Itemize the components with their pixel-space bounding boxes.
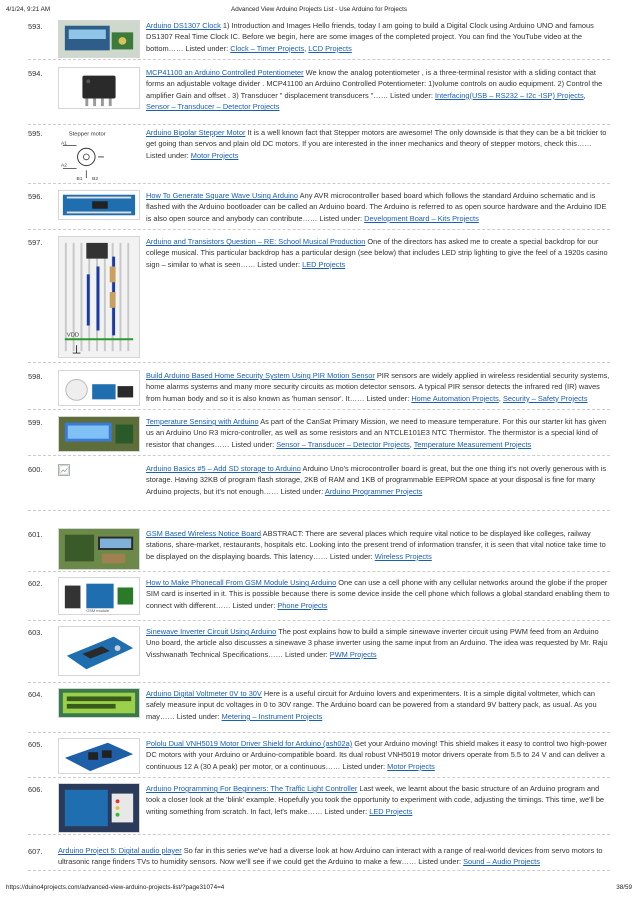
category-link[interactable]: LED Projects [369,806,413,816]
coil-b1-label: B1 [76,177,83,182]
item-number: 593. [28,22,43,31]
list-item [28,463,610,511]
project-title-link[interactable]: Sinewave Inverter Circuit Using Arduino [146,627,277,636]
page-header [6,6,632,16]
project-title-link[interactable]: How to Make Phonecall From GSM Module Using Arduino [146,578,337,587]
list-item: 599. Temperature Sensing with Arduino As part of the CanSat Primary Mission, we need to measure temperature. For this our starter kit has given us an Arduino Uno R3 micro-controller, as well as some resistors and an NTCLE101E3 NTC Thermistor. The thermistor is a special kind of resistor that changes…… Listed under: Sensor – Transducer – Detector Projects, Temperature Measurement Projects [28,416,610,456]
project-thumbnail-stepper-diagram [58,127,140,183]
print-title: Advanced View Arduino Projects List - Use Arduino for Projects [231,6,407,13]
project-thumbnail-gsm-module [58,577,140,615]
category-link[interactable]: Sensor – Transducer – Detector Projects [146,102,280,112]
list-item [28,577,610,621]
project-description: One can use a cell phone with any cellular networks around the globe if the proper SIM card is inserted in it. This is possible because there is some device inside the cell phone which follows a global standard enabling them to connect with different…… Listed under: [146,578,610,610]
project-description: ABSTRACT: There are several places which require vital notice to be displayed like colleges, railway stations, share-market, restaurants, hospitals etc. Looking into the present trend of information transfer, it is seen that vital notice take time to be displayed on the displaying boards. This latency…… Listed under: [146,529,606,561]
project-description: The post explains how to build a simple sinewave inverter circuit using PWM feed from an Arduino Uno board, the article also discusses a sinewave 3 phase inverter using the same input from an Arduino. The idea was requested by Mr. Raju Visshwanath Technical Specifications…… Listed under: [146,627,608,659]
category-link[interactable]: LED Projects [302,259,346,269]
project-title-link[interactable]: How To Generate Square Wave Using Arduino [146,191,299,200]
item-number: 607. [28,847,43,856]
category-link[interactable]: LCD Projects [308,43,352,53]
item-number: 594. [28,69,43,78]
project-title-link[interactable]: GSM Based Wireless Notice Board [146,529,262,538]
project-thumbnail-notice-board [58,528,140,570]
item-number: 595. [28,129,43,138]
category-link[interactable]: Interfacing(USB – RS232 – I2c -ISP) Projects [434,90,584,100]
print-date: 4/1/24, 9:21 AM [6,6,51,13]
vdd-label: VDD [66,332,80,339]
category-link[interactable]: PWM Projects [329,649,377,659]
project-thumbnail-lcd [58,416,140,452]
project-thumbnail-ic-chip [58,67,140,109]
project-title-link[interactable]: Arduino Digital Voltmeter 0V to 30V [146,689,262,698]
category-link[interactable]: Wireless Projects [374,551,432,561]
category-link[interactable]: Metering – Instrument Projects [221,711,323,721]
category-link[interactable]: Motor Projects [387,761,435,771]
project-description: Last week, we learnt about the basic structure of an Arduino program and took a closer look at the 'blink' example. Hopefully you took the opportunity to experiment with code, adjusting the timings. This time, we'll be writing something from scratch. In fact, let's make…… Listed under: [146,784,605,816]
list-item [28,236,610,363]
category-link[interactable]: Arduino Programmer Projects [324,486,423,496]
item-number: 603. [28,628,43,637]
project-description: We know the analog potentiometer , is a three-terminal resistor with a sliding contact that forms an adjustable voltage divider . MCP41100 an Arduino Controlled Potentiometer: 1)volume controls on audio equipment. 2) Control the amplifier Gain and offset . 3) Transducer " displacement transducers "…… Listed under: [146,68,603,100]
project-thumbnail-inverter-board [58,626,140,676]
list-item [28,190,610,230]
project-thumbnail-traffic-light [58,783,140,833]
project-title-link[interactable]: Arduino and Transistors Question – RE: School Musical Production [146,237,366,246]
project-title-link[interactable]: Build Arduino Based Home Security System Using PIR Motion Sensor [146,371,375,380]
item-number: 597. [28,238,43,247]
project-description: So far in this series we've had a diverse look at how Arduino can interact with a range of real-world devices from servo motors to ultrasonic range finders TVs to humidity sensors. Now we'll see if we could get the Arduino to make a few…… Listed under: [58,846,603,867]
project-description: Arduino Uno's microcontroller board is great, but the one thing it's not overly generous with is storage. Having 32KB of program flash storage, 2KB of RAM and 1KB of programmable EEPROM space at your disposal is fine for many Arduino projects, but it's not enough…… Listed under: [146,464,607,496]
project-description: Here is a useful circuit for Arduino lovers and experimenters. It is a simple digital voltmeter, which can safely measure input dc voltages in 0 to 30V range. The Arduino board can be powered from a standard 9V battery pack, as usual. As you may…… Listed under: [146,689,597,721]
category-link[interactable]: Sensor – Transducer – Detector Projects [276,439,410,449]
category-link[interactable]: Temperature Measurement Projects [413,439,532,449]
list-item [28,626,610,683]
project-description: 1) Introduction and Images Hello friends, today I am going to build a Digital Clock using Arduino UNO and famous DS1307 Real Time Clock IC. Before we begin, here are some images of the completed project. You can find the YouTube video at the bottom…… Listed under: [146,21,594,53]
project-thumbnail-breadboard [58,236,140,358]
page-url: https://duino4projects.com/advanced-view-arduino-projects-list/?page31074=4 [6,884,225,891]
page-number: 38/59 [616,884,632,891]
list-item [28,127,610,184]
coil-a2-label: A2 [60,163,67,169]
project-thumbnail-clock [58,20,140,58]
project-title-link[interactable]: Arduino Basics #5 – Add SD storage to Arduino [146,464,301,473]
page-footer [6,884,632,894]
item-number: 598. [28,372,43,381]
list-item [28,783,610,835]
project-title-link[interactable]: Pololu Dual VNH5019 Motor Driver Shield for Arduino (ash02a) [146,739,353,748]
item-number: 601. [28,530,43,539]
list-item: 598. Build Arduino Based Home Security System Using PIR Motion Sensor PIR sensors are widely applied in wireless residential security systems, home alarms systems and many more security circuits as motion detector sensors. A typical PIR sensor detects the infrared red (IR) waves from human body and so it is also known as 'human sensor'. It…… Listed under: Home Automation Projects, Security – Safety Projects [28,370,610,410]
project-description: Any AVR microcontroller based board which follows the standard Arduino schematic and is flashed with the Arduino bootloader can be called an Arduino board. The Arduino is referred to as open source hardware and the Arduino IDE is also open source and anybody can contribute…… Listed under: [146,191,607,223]
project-title-link[interactable]: Temperature Sensing with Arduino [146,417,259,426]
category-link[interactable]: Clock – Timer Projects [230,43,305,53]
category-link[interactable]: Sound – Audio Projects [463,857,540,867]
list-item: 593. Arduino DS1307 Clock 1) Introduction and Images Hello friends, today I am going to build a Digital Clock using Arduino UNO and famous DS1307 Real Time Clock IC. Before we begin, here are some images of the completed project. You can find the YouTube video at the bottom…… Listed under: Clock – Timer Projects, LCD Projects [28,20,610,60]
item-number: 602. [28,579,43,588]
item-number: 606. [28,785,43,794]
broken-image-icon [58,464,70,476]
category-link[interactable]: Development Board – Kits Projects [364,213,479,223]
project-description: One of the directors has asked me to create a special backdrop for our college musical. This particular backdrop has a particular design (see below) that includes LED strip lighting to give the feel of a 1920s casino sign – similar to what is seen…… Listed under: [146,237,608,269]
project-title-link[interactable]: Arduino Bipolar Stepper Motor [146,128,246,137]
item-number: 599. [28,418,43,427]
item-number: 600. [28,465,43,474]
list-item [28,845,610,871]
item-number: 605. [28,740,43,749]
item-number: 604. [28,690,43,699]
list-item [28,528,610,572]
list-item [28,688,610,733]
project-description: It is a well known fact that Stepper motors are awesome! The only downside is that they can be a bit trickier to get going than servos and plain old DC motors. If you are interested in the inner mechanics and theory of stepper motors, check this…… Listed under: [146,128,607,160]
item-number: 596. [28,192,43,201]
project-title-link[interactable]: Arduino Project 5: Digital audio player [58,846,182,855]
coil-a1-label: A1 [60,141,67,147]
project-description: As part of the CanSat Primary Mission, we need to measure temperature. For this our starter kit has given us an Arduino Uno R3 micro-controller, as well as some resistors and an NTCLE101E3 NTC Thermistor. The thermistor is a special kind of resistor that changes…… Listed under: [146,417,607,449]
project-title-link[interactable]: MCP41100 an Arduino Controlled Potentiometer [146,68,304,77]
category-link[interactable]: Motor Projects [190,150,239,160]
list-item [28,738,610,778]
gsm-module-label: GSM module [86,609,109,614]
project-description: Get your Arduino moving! This shield makes it easy to control two high-power DC motors with your Arduino or Arduino-compatible board. Its dual robust VNH5019 motor drivers operate from 5.5 to 24 V and can deliver a continuous 12 A (30 A peak) per motor, or a continuous…… Listed under: [146,739,607,771]
project-thumbnail-pir-sensor [58,370,140,406]
category-link[interactable]: Security – Safety Projects [502,393,588,403]
list-item: 594. MCP41100 an Arduino Controlled Potentiometer We know the analog potentiometer , is a three-terminal resistor with a sliding contact that forms an adjustable voltage divider . MCP41100 an Arduino Controlled Potentiometer: 1)volume controls on audio equipment. 2) Control the amplifier Gain and offset . 3) Transducer " displacement transducers "…… Listed under: Interfacing(USB – RS232 – I2c -ISP) Projects, Sensor – Transducer – Detector Projects [28,67,610,125]
project-title-link[interactable]: Arduino DS1307 Clock [146,21,221,30]
project-title-link[interactable]: Arduino Programming For Beginners: The Traffic Light Controller [146,784,358,793]
project-thumbnail-voltmeter-lcd [58,688,140,718]
project-description: PIR sensors are widely applied in wireless residential security systems, home alarms systems and many more security circuits as motion detector sensors. A typical PIR sensor detects the infrared red (IR) waves from human body and so it is also known as 'human sensor'. It…… Listed under: [146,371,610,403]
stepper-motor-label: Stepper motor [68,131,106,138]
project-thumbnail-arduino-board [58,190,140,220]
coil-b2-label: B2 [92,177,99,182]
project-thumbnail-motor-shield [58,738,140,774]
category-link[interactable]: Phone Projects [277,600,328,610]
category-link[interactable]: Home Automation Projects [411,393,499,403]
